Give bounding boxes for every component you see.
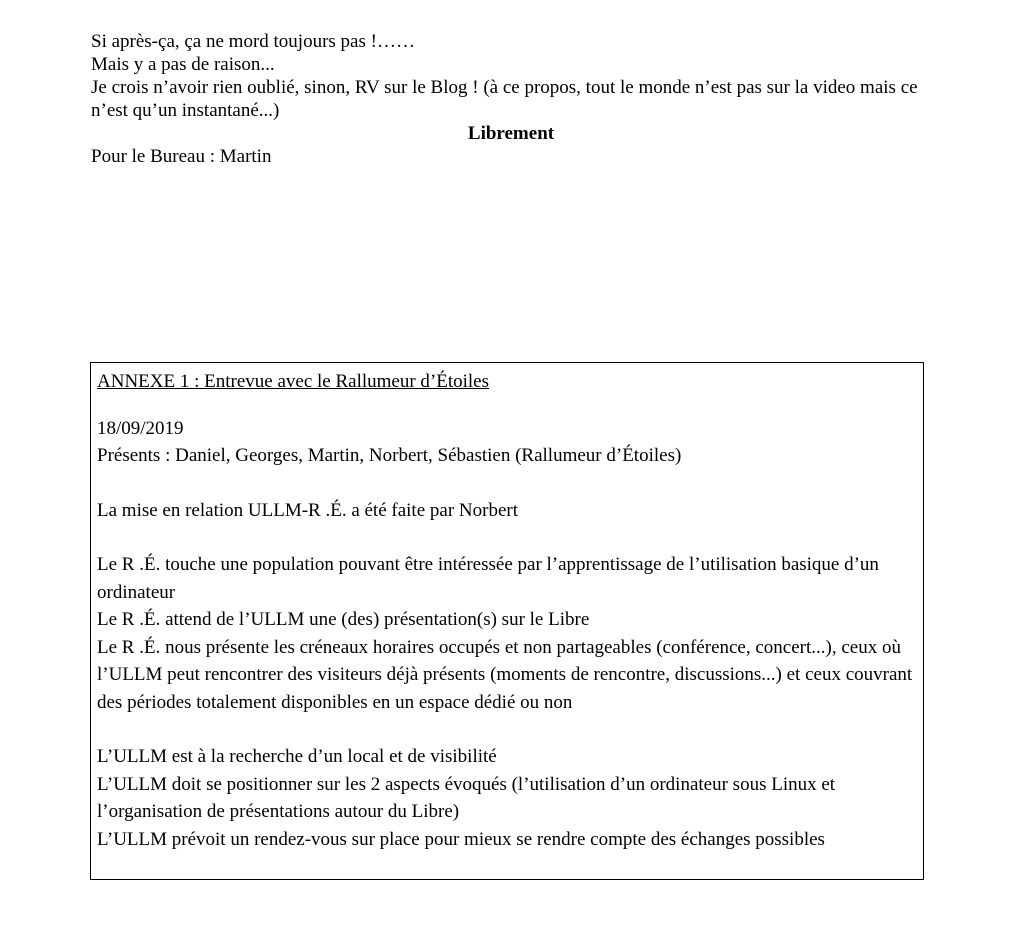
annex-paragraph: Le R .É. attend de l’ULLM une (des) présentation(s) sur le Libre <box>97 609 590 630</box>
signature: Pour le Bureau : Martin <box>91 146 272 167</box>
text-line: Je crois n’avoir rien oublié, sinon, RV sur le Blog ! (à ce propos, tout le monde n’est pas sur la video mais ce n’est qu’un instantané...) <box>91 77 918 121</box>
annex-paragraph: L’ULLM prévoit un rendez-vous sur place pour mieux se rendre compte des échanges possibles <box>97 828 825 850</box>
closing-text <box>91 30 931 168</box>
annex-paragraph: Le R .É. touche une population pouvant être intéressée par l’apprentissage de l’utilisation basique d’un ordinateur <box>97 554 879 603</box>
annex-paragraph: Le R .É. nous présente les créneaux horaires occupés et non partageables (conférence, concert...), ceux où l’ULLM peut rencontrer des visiteurs déjà présents (moments de rencontre, discussions...) et ceux couvrant des périodes totalement disponibles en un espace dédié ou non <box>97 636 913 713</box>
annex-box <box>90 362 924 880</box>
annex-paragraph: La mise en relation ULLM-R .É. a été faite par Norbert <box>97 499 518 521</box>
text-line: Si après-ça, ça ne mord toujours pas !…… <box>91 31 415 52</box>
annex-title: ANNEXE 1 : Entrevue avec le Rallumeur d’Étoiles <box>97 371 490 392</box>
annex-paragraph: L’ULLM est à la recherche d’un local et de visibilité <box>97 746 497 767</box>
text-line: Mais y a pas de raison... <box>91 54 275 75</box>
annex-date: 18/09/2019 <box>97 417 184 439</box>
signoff: Librement <box>467 123 555 144</box>
annex-paragraph: L’ULLM doit se positionner sur les 2 aspects évoqués (l’utilisation d’un ordinateur sous Linux et l’organisation de présentations autour du Libre) <box>97 773 836 822</box>
annex-present: Présents : Daniel, Georges, Martin, Norbert, Sébastien (Rallumeur d’Étoiles) <box>97 445 682 466</box>
